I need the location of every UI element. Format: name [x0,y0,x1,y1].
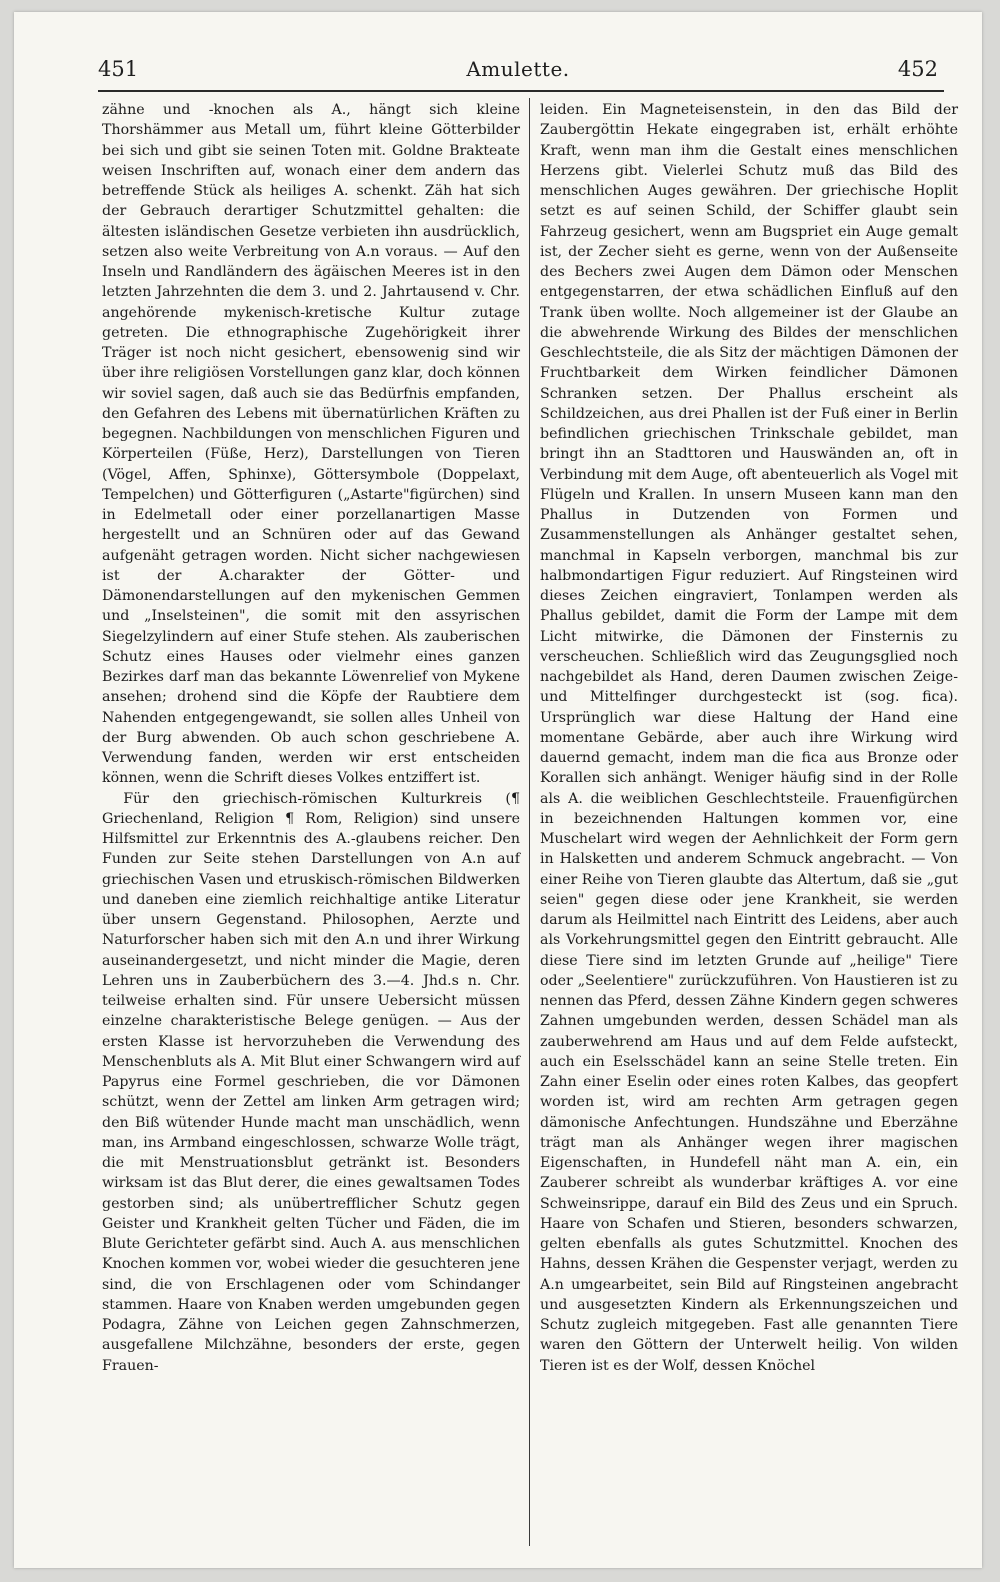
left-paragraph-2: Für den griechisch-römischen Kulturkreis (¶ Griechenland, Religion ¶ Rom, Religion) sind unsere Hilfsmittel zur Erkenntnis des A.-glaubens reicher. Den Funden zur Seite stehen Darstellungen von A.n auf griechischen Vasen und etruskisch-römischen Bildwerken und daneben eine ziemlich reichhaltige antike Literatur über unsern Gegenstand. Philosophen, Aerzte und Naturforscher haben sich mit den A.n und ihrer Wirkung auseinandergesetzt, und nicht minder die Magie, deren Lehren uns in Zauberbüchern des 3.—4. Jhd.s n. Chr. teilweise erhalten sind. Für unsere Uebersicht müssen einzelne charakteristische Belege genügen. — Aus der ersten Klasse ist hervorzuheben die Verwendung des Menschenbluts als A. Mit Blut einer Schwangern wird auf Papyrus eine Formel geschrieben, die vor Dämonen schützt, wenn der Zettel am linken Arm getragen wird; den Biß wütender Hunde macht man unschädlich, wenn man, ins Armband eingeschlossen, schwarze Wolle trägt, die mit Menstruationsblut getränkt ist. Besonders wirksam ist das Blut derer, die eines gewaltsamen Todes gestorben sind; als unübertrefflicher Schutz gegen Geister und Krankheit gelten Tücher und Fäden, die im Blute Gerichteter gefärbt sind. Auch A. aus menschlichen Knochen kommen vor, wobei wieder die gesuchteren jene sind, die von Erschlagenen oder vom Schindanger stammen. Haare von Knaben werden umgebunden gegen Podagra, Zähne von Leichen gegen Zahnschmerzen, ausgefallene Milchzähne, besonders der erste, gegen Frauen- [102,790,520,1374]
running-header [98,52,938,86]
left-paragraph-1: zähne und -knochen als A., hängt sich kleine Thorshämmer aus Metall um, führt kleine Götterbilder bei sich und gibt sie seinen Toten mit. Goldne Brakteate weisen Inschriften auf, wonach einer dem andern das betreffende Stück als heiliges A. schenkt. Zäh hat sich der Gebrauch derartiger Schutzmittel gehalten: die ältesten isländischen Gesetze verbieten ihn ausdrücklich, setzen also weite Verbreitung von A.n voraus. — Auf den Inseln und Randländern des ägäischen Meeres ist in den letzten Jahrzehnten die dem 3. und 2. Jahrtausend v. Chr. angehörende mykenisch-kretische Kultur zutage getreten. Die ethnographische Zugehörigkeit ihrer Träger ist noch nicht gesichert, ebensowenig sind wir über ihre religiösen Vorstellungen ganz klar, doch können wir soviel sagen, daß auch sie das Bedürfnis empfanden, den Gefahren des Lebens mit übernatürlichen Kräften zu begegnen. Nachbildungen von menschlichen Figuren und Körperteilen (Füße, Herz), Darstellungen von Tieren (Vögel, Affen, Sphinxe), Göttersymbole (Doppelaxt, Tempelchen) und Götterfiguren („Astarte"figürchen) sind in Edelmetall oder einer porzellanartigen Masse hergestellt und an Schnüren oder auf das Gewand aufgenäht getragen worden. Nicht sicher nachgewiesen ist der A.charakter der Götter- und Dämonendarstellungen auf den mykenischen Gemmen und „Inselsteinen", die somit mit den assyrischen Siegelzylindern auf einer Stufe stehen. Als zauberischen Schutz eines Hauses oder vielmehr eines ganzen Bezirkes darf man das bekannte Löwenrelief von Mykene ansehen; drohend sind die Köpfe der Raubtiere dem Nahenden entgegengewandt, sie sollen alles Unheil von der Burg abwenden. Ob auch schon geschriebene A. Verwendung fanden, werden wir erst entscheiden können, wenn die Schrift dieses Volkes entziffert ist. [102,102,520,787]
left-column [102,100,520,1376]
book-page [14,12,982,1568]
column-divider [529,98,530,1546]
running-title: Amulette. [466,57,570,81]
right-column [540,100,958,1376]
right-page-number: 452 [897,57,938,81]
header-rule [98,90,944,92]
right-paragraph-1: leiden. Ein Magneteisenstein, in den das Bild der Zaubergöttin Hekate eingegraben ist, erhält erhöhte Kraft, wenn man ihm die Gestalt eines menschlichen Herzens gibt. Vielerlei Schutz muß das Bild des menschlichen Auges gewähren. Der griechische Hoplit setzt es auf seinen Schild, der Schiffer glaubt sein Fahrzeug gesichert, wenn am Bugspriet ein Auge gemalt ist, der Zecher sieht es gerne, wenn von der Außenseite des Bechers zwei Augen dem Dämon oder Menschen entgegenstarren, der etwa schädlichen Einfluß auf den Trank üben wollte. Noch allgemeiner ist der Glaube an die abwehrende Wirkung des Bildes der menschlichen Geschlechtsteile, die als Sitz der mächtigen Dämonen der Fruchtbarkeit dem Wirken feindlicher Dämonen Schranken setzen. Der Phallus erscheint als Schildzeichen, aus drei Phallen ist der Fuß einer in Berlin befindlichen griechischen Trinkschale gebildet, man bringt ihn an Stadttoren und Hauswänden an, oft in Verbindung mit dem Auge, oft abenteuerlich als Vogel mit Flügeln und Krallen. In unsern Museen kann man den Phallus in Dutzenden von Formen und Zusammenstellungen als Anhänger gestaltet sehen, manchmal in Kapseln verborgen, manchmal bis zur halbmondartigen Figur reduziert. Auf Ringsteinen wird dieses Zeichen eingraviert, Tonlampen werden als Phallus gebildet, damit die Form der Lampe mit dem Licht mitwirke, die Dämonen der Finsternis zu verscheuchen. Schließlich wird das Zeugungsglied noch nachgebildet als Hand, deren Daumen zwischen Zeige- und Mittelfinger durchgesteckt ist (sog. fica). Ursprünglich war diese Haltung der Hand eine momentane Gebärde, aber auch ihre Wirkung wird dauernd gemacht, indem man die fica aus Bronze oder Korallen sich anhängt. Weniger häufig sind in der Rolle als A. die weiblichen Geschlechtsteile. Frauenfigürchen in bezeichnenden Haltungen kommen vor, eine Muschelart wird wegen der Aehnlichkeit der Form gern in Halsketten und anderem Schmuck angebracht. — Von einer Reihe von Tieren glaubte das Altertum, daß sie „gut seien" gegen diese oder jene Krankheit, sie werden darum als Heilmittel nach Eintritt des Leidens, aber auch als Vorkehrungsmittel gegen den Eintritt gebraucht. Alle diese Tiere sind im letzten Grunde auf „heilige" Tiere oder „Seelentiere" zurückzuführen. Von Haustieren ist zu nennen das Pferd, dessen Zähne Kindern gegen schweres Zahnen umgebunden werden, dessen Schädel man als zauberwehrend am Haus und auf dem Felde aufsteckt, auch ein Eselsschädel kann an seine Stelle treten. Ein Zahn einer Eselin oder eines roten Kalbes, das geopfert worden ist, wird am rechten Arm getragen gegen dämonische Anfechtungen. Hundszähne und Eberzähne trägt man als Anhänger wegen ihrer magischen Eigenschaften, in Hundefell näht man A. ein, ein Zauberer schreibt als wunderbar kräftiges A. vor eine Schweinsrippe, darauf ein Bild des Zeus und ein Spruch. Haare von Schafen und Stieren, besonders schwarzen, gelten ebenfalls als gutes Schutzmittel. Knochen des Hahns, dessen Krähen die Gespenster verjagt, werden zu A.n umgearbeitet, sein Bild auf Ringsteinen angebracht und ausgesetzten Kindern als Erkennungszeichen und Schutz zugleich mitgegeben. Fast alle genannten Tiere waren den Göttern der Unterwelt heilig. Von wilden Tieren ist es der Wolf, dessen Knöchel [540,102,958,1374]
left-page-number: 451 [98,57,139,81]
